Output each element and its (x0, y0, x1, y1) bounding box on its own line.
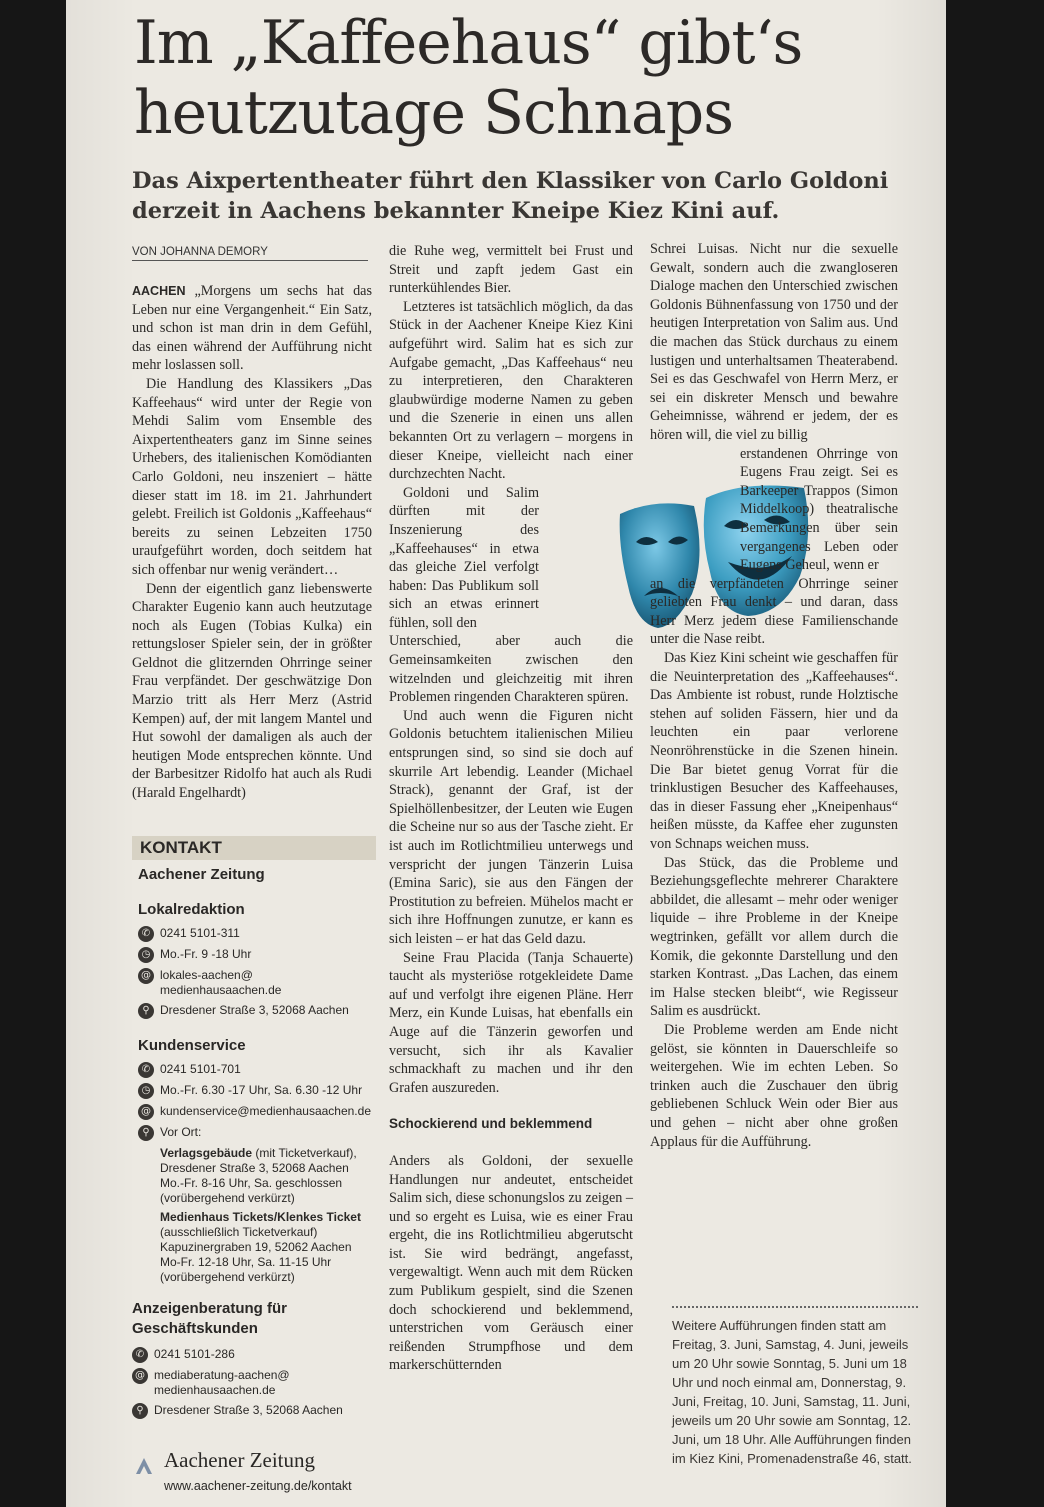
phone-number: 0241 5101-311 (160, 926, 240, 940)
phone-icon: ✆ (138, 926, 154, 942)
kunden-email (138, 1104, 376, 1120)
paragraph-text: „Morgens um sechs hat das Leben nur eine Vergangenheit.“ Ein Satz, und schon ist man drin in dem Gefühl, das einen während der Aufführung nicht mehr loslassen soll. (132, 283, 372, 374)
kunden-vor-ort (138, 1125, 376, 1141)
aachener-zeitung-logo-icon (134, 1456, 154, 1476)
anzeigen-email (132, 1368, 376, 1398)
verlag-block (160, 1146, 376, 1206)
location-pin-icon: ⚲ (138, 1003, 154, 1019)
lokal-email (138, 968, 376, 998)
article-column-3 (650, 240, 898, 1151)
paragraph: Schrei Luisas. Nicht nur die sexuelle Gewalt, sondern auch die zwangloseren Dialoge machen den Unterschied zwischen Goldonis Bühnenfassung von 1750 und der heutigen Interpretation von Salim aus. Und die machen das Stück durchaus zu einem lustigen und unterhaltsamen Theaterabend. Sei es das Geschwafel von Herrn Merz, er sei ein diskreter Mensch und bewahre Geheimnisse, während er jedem, der es hören will, die viel zu billig (650, 241, 898, 443)
email-text: lokales-aachen@ medienhausaachen.de (160, 968, 282, 997)
anzeigen-address (132, 1403, 376, 1419)
kontakt-org: Aachener Zeitung (138, 866, 265, 883)
subheadline: Das Aixpertentheater führt den Klassiker von Carlo Goldoni derzeit in Aachens bekannter Kneipe Kiez Kini auf. (132, 168, 889, 224)
paragraph: Anders als Goldoni, der sexuelle Handlungen nur andeutet, entscheidet Salim sich, diese schonungslos zu zeigen – und so ergeht es Luisa, wie es einer Frau ergeht, die ins Rotlichtmilieu abgerutscht ist. Sie wird bedrängt, angefasst, vergewaltigt. Wenn auch mit dem Rücken zum Publikum gespielt, sind die Szenen doch schockierend und beklemmend, unterstrichen vom Geräusch einer reißenden Strumpfhose und dem markerschütternden (389, 1152, 633, 1374)
paragraph: Unterschied, aber auch die Gemeinsamkeiten zwischen den witzelnden und gleichzeitig mit ihren Problemen ringenden Charakteren spüren. (389, 633, 633, 706)
footer-url[interactable]: www.aachener-zeitung.de/kontakt (164, 1479, 352, 1493)
kontakt-header: KONTAKT (132, 836, 376, 860)
paragraph: Goldoni und Salim dürften mit der Inszenierung des „Kaffeehauses“ in etwa das gleiche Ziel verfolgt haben: Das Publikum soll sich an etwas erinnert fühlen, soll den (389, 484, 539, 631)
anzeigen-title: Anzeigenberatung für Geschäftskunden (132, 1300, 288, 1337)
paragraph: Das Stück, das die Probleme und Beziehungsgeflechte mehrerer Charaktere abbildet, die allesamt – mehr oder weniger liquide – ihre Probleme in der Kneipe wegtrinken, gefällt vor allem durch die Komik, die gekonnte Darstellung und den starken Kontrast. „Das Lachen, das einem im Halse stecken bleibt“, wie Regisseur Salim es ausdrückt. (650, 854, 898, 1020)
hours-text: Mo.-Fr. 6.30 -17 Uhr, Sa. 6.30 -12 Uhr (160, 1083, 363, 1097)
clock-icon: ◷ (138, 1083, 154, 1099)
phone-number: 0241 5101-701 (160, 1062, 241, 1076)
email-text: mediaberatung-aachen@ medienhausaachen.de (154, 1368, 290, 1397)
kundenservice-title: Kundenservice (138, 1037, 246, 1054)
newspaper-clipping (66, 0, 946, 1507)
anzeigen-phone (132, 1347, 376, 1363)
byline: VON JOHANNA DEMORY (132, 246, 368, 261)
at-icon: @ (138, 968, 154, 984)
paragraph: Seine Frau Placida (Tanja Schauerte) taucht als mysteriöse rotgekleidete Dame auf und verfolgt ihre eigenen Pläne. Herr Merz, ein Kunde Luisas, hat ebenfalls ein Auge auf die Tänzerin geworfen und versucht, sich ihr als Kavalier schmackhaft zu machen und ihr den Grafen auszureden. (389, 949, 633, 1096)
paragraph: erstandenen Ohrringe von Eugens Frau zeigt. Sei es Barkeeper Trappos (Simon Middelkoop) theatralische Bemerkungen über sein vergangenes Leben oder Eugens Geheul, wenn er (740, 445, 898, 574)
footer-logo-block (126, 1448, 386, 1493)
paragraph: Die Handlung des Klassikers „Das Kaffeehaus“ wird unter der Regie von Mehdi Salim vom Ensemble des Aixpertentheaters ganz im Sinne seines Urhebers, des italienischen Komödianten Carlo Goldoni, neu inszeniert – hätte dieser statt im 18. im 21. Jahrhundert gelebt. Freilich ist Goldonis „Kaffeehaus“ bereits zu seinen Lebzeiten 1750 uraufgeführt worden, doch seitdem hat sich offenbar nur wenig verändert… (132, 375, 372, 578)
dateline: AACHEN (132, 284, 186, 298)
kontakt-box (132, 836, 376, 1424)
phone-number: 0241 5101-286 (154, 1347, 235, 1361)
clock-icon: ◷ (138, 947, 154, 963)
paragraph: Das Kiez Kini scheint wie geschaffen für die Neuinterpretation des „Kaffeehauses“. Das Ambiente ist robust, runde Holztische stehen auf soliden Fässern, hier und da leuchten ein paar verlorene Neonröhrenstücke in die Szenen hinein. Die Bar bietet genug Vorrat für die trinklustigen Besucher des Kaffeehauses, das in dieser Fassung eher „Kneipenhaus“ heißen müsste, da Kaffee eher zugunsten von Schnaps weichen muss. (650, 650, 898, 852)
tickets-hours: Mo-Fr. 12-18 Uhr, Sa. 11-15 Uhr (160, 1255, 332, 1269)
headline: Im „Kaffeehaus“ gibt‘s heutzutage Schnaps (134, 8, 803, 148)
at-icon: @ (132, 1368, 148, 1384)
lokal-address (138, 1003, 376, 1019)
tickets-block (160, 1210, 376, 1285)
tickets-title: Medienhaus Tickets/Klenkes Ticket (160, 1210, 361, 1224)
phone-icon: ✆ (138, 1062, 154, 1078)
tickets-note: (ausschließlich Ticketverkauf) (160, 1225, 318, 1239)
tickets-temp-note: (vorübergehend verkürzt) (160, 1270, 295, 1284)
location-pin-icon: ⚲ (138, 1125, 154, 1141)
verlag-address: Dresdener Straße 3, 52068 Aachen (160, 1161, 349, 1175)
email-text: kundenservice@medienhausaachen.de (160, 1104, 371, 1118)
paragraph: Letzteres ist tatsächlich möglich, da das Stück in der Aachener Kneipe Kiez Kini aufgeführt wird. Salim hat es sich zur Aufgabe gemacht, „Das Kaffeehaus“ neu zu interpretieren, den Charakteren glaubwürdige moderne Namen zu geben und die Szenerie in einen uns allen bekannten Ort zu verlagern – morgens in dieser Kneipe, vielleicht nach einer durchzechten Nacht. (389, 298, 633, 483)
article-column-1 (132, 282, 372, 803)
paragraph: an die verpfändeten Ohrringe seiner geliebten Frau denkt – und daran, dass Herr Merz jedem diese Familienschande unter die Nase reibt. (650, 575, 898, 648)
address-text: Dresdener Straße 3, 52068 Aachen (160, 1003, 349, 1017)
section-subhead: Schockierend und beklemmend (389, 1116, 593, 1132)
kunden-hours (138, 1083, 376, 1099)
phone-icon: ✆ (132, 1347, 148, 1363)
hours-text: Mo.-Fr. 9 -18 Uhr (160, 947, 252, 961)
footer-brand-name: Aachener Zeitung (164, 1448, 316, 1472)
lokal-hours (138, 947, 376, 963)
paragraph: Denn der eigentlich ganz liebenswerte Charakter Eugenio kann auch heutzutage noch als Eugen (Tobias Kulka) ein rettungsloser Spieler sein, der in größter Geldnot die glitzernden Ohrringe seiner Frau verpfändet. Der geschwätzige Don Marzio tritt als Herr Merz (Astrid Kempen) auf, der mit langem Mantel und Hut sowohl der damaligen als auch der heutigen Mode entsprechen könnte. Und der Barbesitzer Ridolfo hat auch als Rudi (Harald Engelhardt) (132, 580, 372, 802)
article-column-2 (389, 242, 633, 1375)
verlag-title: Verlagsgebäude (160, 1146, 253, 1160)
paragraph (132, 282, 372, 375)
paragraph: Und auch wenn die Figuren nicht Goldonis betuchtem italienischen Milieu entsprungen sind, so sind sie doch auf skurrile Art lebendig. Leander (Michael Strack), genannt der Graf, ist der Spielhöllenbesitzer, der Leuten wie Eugen die Scheine nur so aus der Tasche zieht. Er ist auch im Rotlichtmilieu unterwegs und verspricht der jungen Tänzerin Luisa (Emina Saric), sie aus den Fängen der Prostitution zu befreien. Mühelos macht er sich ihre Hoffnungen zunutze, er kann es sich leisten – er hat das Geld dazu. (389, 707, 633, 947)
verlag-temp-note: (vorübergehend verkürzt) (160, 1191, 295, 1205)
paragraph: Die Probleme werden am Ende nicht gelöst, sie könnten in Dauerschleife so weitergehen. Wie im echten Leben. So trinken auch die Zuschauer den übrig gebliebenen Schluck Wein oder Bier aus und gehen – nicht aber ohne großen Applaus für die Aufführung. (650, 1021, 898, 1150)
verlag-hours: Mo.-Fr. 8-16 Uhr, Sa. geschlossen (160, 1176, 343, 1190)
verlag-note: (mit Ticketverkauf), (252, 1146, 357, 1160)
location-pin-icon: ⚲ (132, 1403, 148, 1419)
lokal-phone (138, 926, 376, 942)
performance-dates-box: Weitere Aufführungen finden statt am Freitag, 3. Juni, Samstag, 4. Juni, jeweils um 20 Uhr sowie Sonntag, 5. Juni um 18 Uhr und noch einmal am, Donnerstag, 9. Juni, Freitag, 10. Juni, Samstag, 11. Juni, jeweils um 20 Uhr sowie am Sonntag, 12. Juni, um 18 Uhr. Alle Aufführungen finden im Kiez Kini, Promenadenstraße 46, statt. (672, 1306, 918, 1468)
tickets-address: Kapuzinergraben 19, 52062 Aachen (160, 1240, 352, 1254)
paragraph: die Ruhe weg, vermittelt bei Frust und Streit und zapft jedem Gast ein runterkühlendes Bier. (389, 243, 633, 297)
lokalredaktion-title: Lokalredaktion (138, 901, 245, 918)
at-icon: @ (138, 1104, 154, 1120)
address-text: Dresdener Straße 3, 52068 Aachen (154, 1403, 343, 1417)
vor-ort-label: Vor Ort: (160, 1125, 202, 1139)
kunden-phone (138, 1062, 376, 1078)
